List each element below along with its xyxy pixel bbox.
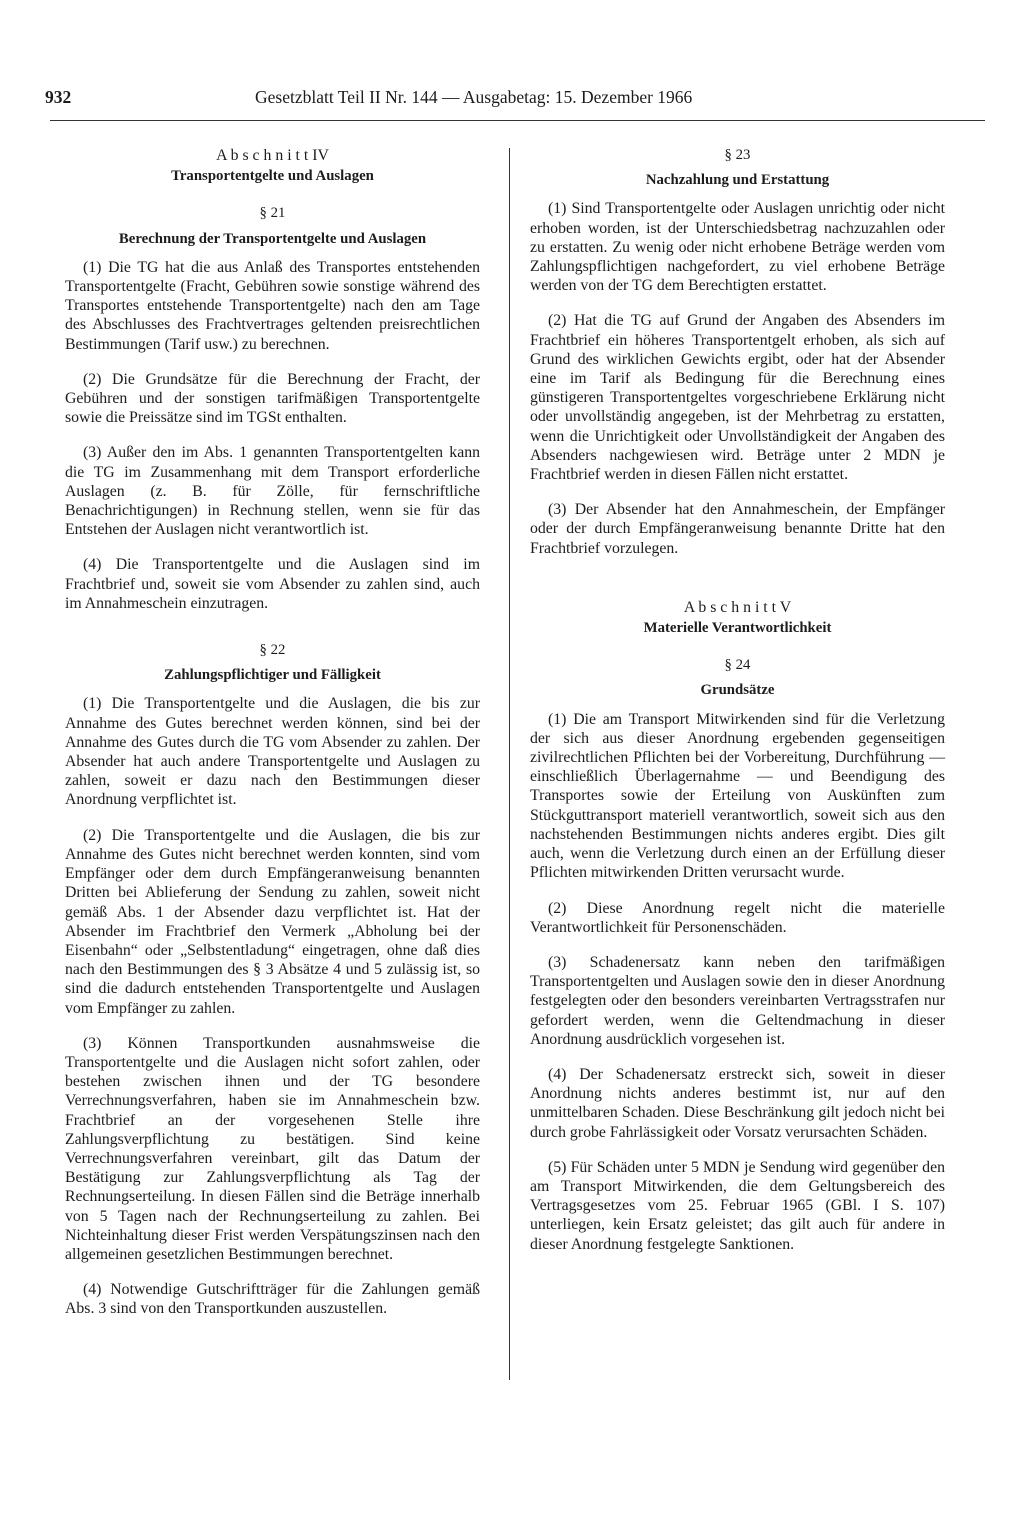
paragraph-24-text-1: (1) Die am Transport Mitwirkenden sind für die Verletzung der sich aus dieser Anordnung ergebenden gegenseitigen zivilrechtlichen Pflichten bei der Vorbereitung, Durchführung — einschließlich Überlagernahme — und Beendigung des Transportes sowie der Erteilung von Auskünften zum Stückguttransport materiell verantwortlich, soweit sich aus den nachstehenden Bestimmungen nichts anderes ergibt. Dies gilt auch, wenn die Verletzung durch einen an der Erfüllung dieser Pflichten mitwirkenden Dritten verursacht wurde. [530, 710, 945, 882]
paragraph-23-title: Nachzahlung und Erstattung [645, 172, 830, 189]
page-header [45, 87, 985, 113]
right-column [530, 146, 945, 1270]
paragraph-23-number: § 23 [724, 147, 751, 163]
paragraph-21-text-3: (3) Außer den im Abs. 1 genannten Transportentgelten kann die TG im Zusammenhang mit dem Transport erforderliche Auslagen (z. B. für Zölle, für fernschriftliche Benachrichtigungen) in Rechnung stellen, wenn sie für das Entstehen der Auslagen nicht verantwortlich ist. [65, 444, 480, 539]
paragraph-24-text-4: (4) Der Schadenersatz erstreckt sich, soweit in dieser Anordnung nichts anderes bestimmt ist, nur auf den unmittelbaren Schaden. Diese Beschränkung gilt jedoch nicht bei durch grobe Fahrlässigkeit oder Vorsatz verursachten Schäden. [530, 1065, 945, 1141]
abschnitt-iv-title: Transportentgelte und Auslagen [171, 168, 374, 185]
page-number: 932 [45, 87, 72, 107]
paragraph-23-text-2: (2) Hat die TG auf Grund der Angaben des Absenders im Frachtbrief ein höheres Transportentgelt erhoben, als sich auf Grund des wirklichen Gewichts ergibt, oder hat der Absender eine im Tarif als Bedingung für die Berechnung eines günstigeren Transportentgeltes vorgeschriebene Erklärung nicht oder unvollständig angegeben, ist der Mehrbetrag zu erstatten, wenn die Unrichtigkeit oder Unvollständigkeit der Angaben des Absenders nachgewiesen wird. Beträge unter 2 MDN je Frachtbrief werden in diesen Fällen nicht erstattet. [530, 312, 945, 484]
paragraph-23-text-1: (1) Sind Transportentgelte oder Auslagen unrichtig oder nicht erhoben worden, ist der Unterschiedsbetrag nachzuzahlen oder zu erstatten. Zu wenig oder nicht erhobene Beträge werden vom Zahlungspflichtigen nachgefordert, zu viel erhobene Beträge werden von der TG dem Berechtigten erstattet. [530, 200, 945, 295]
abschnitt-v-title: Materielle Verantwortlichkeit [643, 620, 832, 637]
header-rule [50, 120, 985, 121]
header-title: Gesetzblatt Teil II Nr. 144 — Ausgabetag: 15. Dezember 1966 [255, 87, 693, 107]
paragraph-24-text-2: (2) Diese Anordnung regelt nicht die materielle Verantwortlichkeit für Personenschäden. [530, 899, 945, 936]
paragraph-24-number: § 24 [724, 657, 751, 674]
paragraph-22-text-2: (2) Die Transportentgelte und die Auslagen, die bis zur Annahme des Gutes nicht berechnet werden konnten, sind vom Empfänger oder dem durch Empfängeranweisung benannten Dritten bei Ablieferung der Sendung zu zahlen, soweit nicht gemäß Abs. 1 der Absender dazu verpflichtet ist. Hat der Absender im Frachtbrief den Vermerk „Abholung bei der Eisenbahn“ oder „Selbstentladung“ eingetragen, ohne daß dies nach den Bestimmungen des § 3 Absätze 4 und 5 zulässig ist, so sind die dadurch entstehenden Transportentgelte und Auslagen vom Empfänger zu zahlen. [65, 826, 480, 1017]
left-column [65, 146, 480, 1335]
paragraph-22-text-3: (3) Können Transportkunden ausnahmsweise die Transportentgelte und die Auslagen nicht sofort zahlen, oder bestehen zwischen ihnen und der TG besondere Verrechnungsverfahren, haben sie im Annahmeschein bzw. Frachtbrief an der vorgesehenen Stelle ihre Zahlungsverpflichtung zu bestätigen. Sind keine Verrechnungsverfahren vereinbart, gilt das Datum der Bestätigung zur Zahlungsverpflichtung als Tag der Rechnungserteilung. In diesen Fällen sind die Beträge innerhalb von 5 Tagen nach der Rechnungserteilung zu zahlen. Bei Nichteinhaltung dieser Frist werden Verspätungszinsen nach den allgemeinen gesetzlichen Bestimmungen berechnet. [65, 1034, 480, 1263]
abschnitt-v-label: A b s c h n i t t V [683, 598, 792, 616]
paragraph-23-text-3: (3) Der Absender hat den Annahmeschein, der Empfänger oder der durch Empfängeranweisung benannte Dritte hat den Frachtbrief vorzulegen. [530, 501, 945, 557]
paragraph-24-text-5: (5) Für Schäden unter 5 MDN je Sendung wird gegenüber den am Transport Mitwirkenden, die dem Geltungsbereich des Vertragsgesetzes vom 25. Februar 1965 (GBl. I S. 107) unterliegen, kein Ersatz geleistet; das gilt auch für andere in dieser Anordnung festgelegte Sanktionen. [530, 1158, 945, 1253]
paragraph-22-text-1: (1) Die Transportentgelte und die Auslagen, die bis zur Annahme des Gutes berechnet werden können, sind bei der Annahme des Gutes durch die TG vom Absender zu zahlen. Der Absender hat auch andere Transportentgelte und Auslagen zu zahlen, soweit er dazu nach den Bestimmungen dieser Anordnung verpflichtet ist. [65, 695, 480, 809]
column-divider [509, 148, 510, 1380]
paragraph-21-title: Berechnung der Transportentgelte und Auslagen [118, 230, 427, 247]
paragraph-24-text-3: (3) Schadenersatz kann neben den tarifmäßigen Transportentgelten und Auslagen sowie den in dieser Anordnung festgelegten oder den besonders vereinbarten Vertragsstrafen nur gefordert werden, wenn die Geltendmachung in dieser Anordnung ausdrücklich vorgesehen ist. [530, 953, 945, 1048]
paragraph-22-number: § 22 [259, 642, 286, 659]
paragraph-22-title: Zahlungspflichtiger und Fälligkeit [164, 667, 381, 684]
abschnitt-iv-label: A b s c h n i t t IV [216, 147, 329, 164]
paragraph-21-number: § 21 [259, 205, 286, 222]
paragraph-21-text-1: (1) Die TG hat die aus Anlaß des Transportes entstehenden Transportentgelte (Fracht, Gebühren sowie sonstige während des Transportes entstehende Transportentgelte) nach den am Tage des Abschlusses des Frachtvertrages geltenden preisrechtlichen Bestimmungen (Tarif usw.) zu berechnen. [65, 258, 480, 353]
paragraph-21-text-4: (4) Die Transportentgelte und die Auslagen sind im Frachtbrief und, soweit sie vom Absender zu zahlen sind, auch im Annahmeschein einzutragen. [65, 556, 480, 612]
paragraph-24-title: Grundsätze [700, 682, 775, 699]
paragraph-21-text-2: (2) Die Grundsätze für die Berechnung der Fracht, der Gebühren und der sonstigen tarifmäßigen Transportentgelte sowie die Preissätze sind im TGSt enthalten. [65, 370, 480, 427]
paragraph-22-text-4: (4) Notwendige Gutschriftträger für die Zahlungen gemäß Abs. 3 sind von den Transportkunden auszustellen. [65, 1281, 480, 1318]
